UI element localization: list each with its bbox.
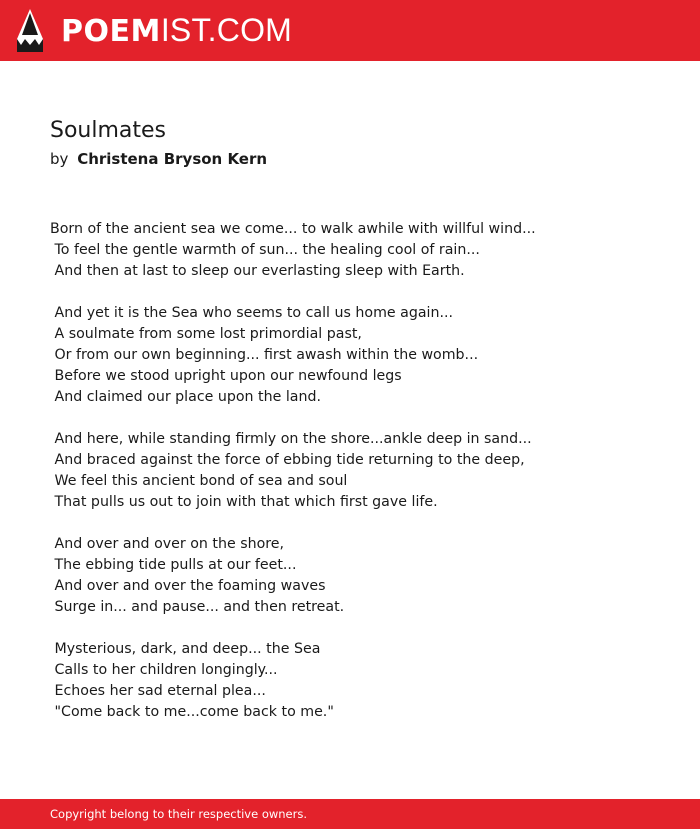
- site-logo[interactable]: [61, 12, 292, 50]
- poem-line: Born of the ancient sea we come... to walk awhile with willful wind...: [50, 221, 536, 237]
- poem-line: Mysterious, dark, and deep... the Sea: [50, 641, 321, 657]
- author-name[interactable]: Christena Bryson Kern: [77, 150, 268, 168]
- site-header: [0, 0, 700, 61]
- poem-line: And over and over on the shore,: [50, 536, 285, 552]
- poem-line: To feel the gentle warmth of sun... the healing cool of rain...: [50, 242, 480, 258]
- poem-stanza: [50, 534, 670, 618]
- poem-line: And then at last to sleep our everlasting sleep with Earth.: [50, 263, 465, 279]
- poem-line: Or from our own beginning... first awash within the womb...: [50, 347, 479, 363]
- poem-line: That pulls us out to join with that which first gave life.: [50, 494, 438, 510]
- by-label: by: [50, 150, 69, 168]
- poem-line: Echoes her sad eternal plea...: [50, 683, 266, 699]
- poem-line: Calls to her children longingly...: [50, 662, 278, 678]
- poem-line: And braced against the force of ebbing tide returning to the deep,: [50, 452, 525, 468]
- site-footer: [0, 799, 700, 829]
- poem-line: Before we stood upright upon our newfound legs: [50, 368, 402, 384]
- pencil-tip-icon[interactable]: [17, 9, 43, 52]
- logo-bold-text: POEM: [61, 14, 161, 49]
- poem-stanza: [50, 639, 670, 723]
- poem-body: [50, 219, 670, 744]
- poem-line: A soulmate from some lost primordial past,: [50, 326, 362, 342]
- poem-line: And here, while standing firmly on the shore...ankle deep in sand...: [50, 431, 532, 447]
- poem-stanza: [50, 429, 670, 513]
- poem-line: We feel this ancient bond of sea and soul: [50, 473, 348, 489]
- copyright-text: Copyright belong to their respective owners.: [50, 807, 308, 821]
- poem-line: And claimed our place upon the land.: [50, 389, 321, 405]
- poem-line: The ebbing tide pulls at our feet...: [50, 557, 297, 573]
- poem-stanza: [50, 219, 670, 282]
- logo-light-text: IST.COM: [160, 12, 293, 48]
- poem-line: And over and over the foaming waves: [50, 578, 326, 594]
- poem-line: "Come back to me...come back to me.": [50, 704, 334, 720]
- poem-line: Surge in... and pause... and then retreat.: [50, 599, 345, 615]
- poem-line: And yet it is the Sea who seems to call us home again...: [50, 305, 453, 321]
- poem-byline: [50, 149, 267, 169]
- poem-title: Soulmates: [50, 118, 167, 143]
- poem-stanza: [50, 303, 670, 408]
